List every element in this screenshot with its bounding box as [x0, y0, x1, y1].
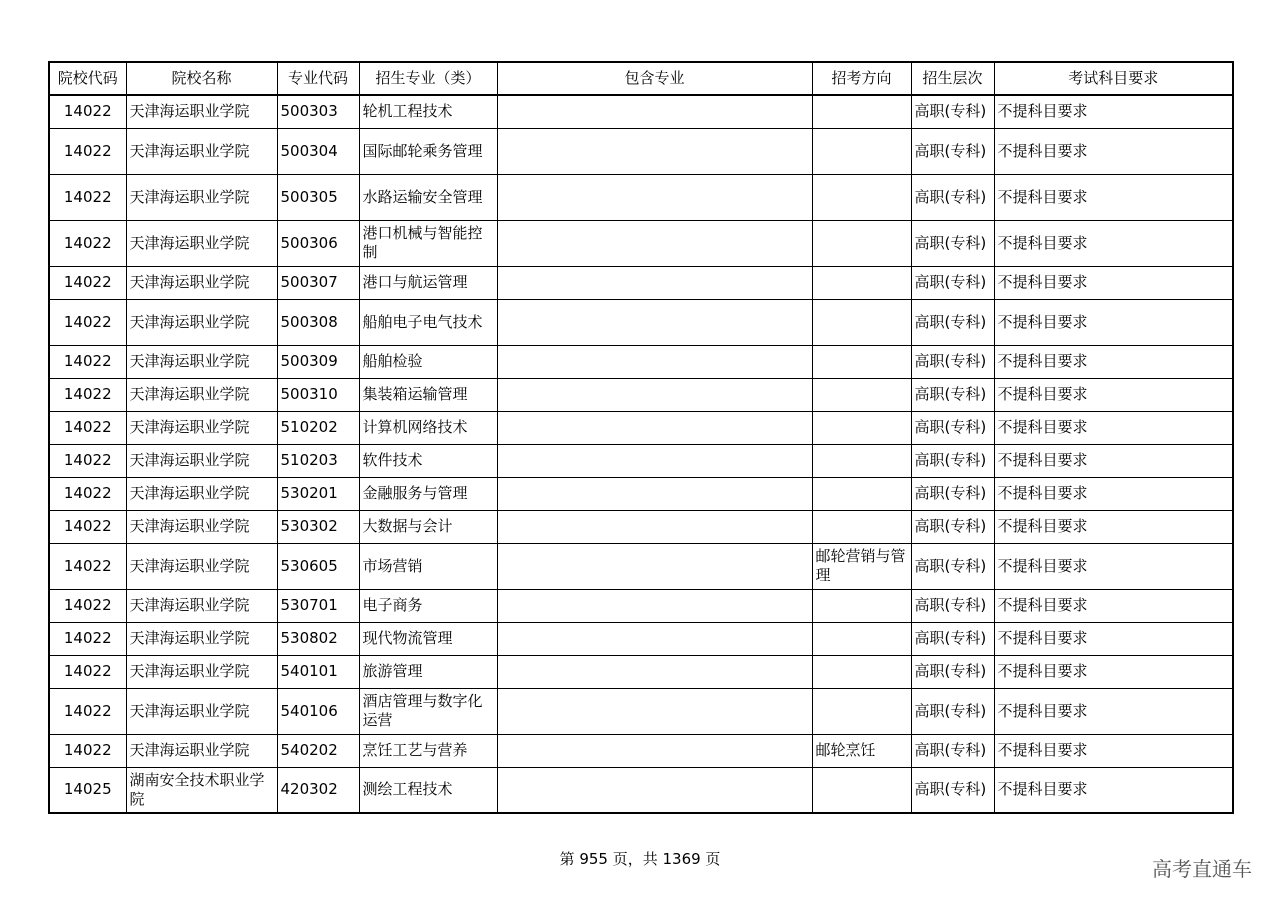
table-row: [49, 128, 1233, 174]
included-majors-cell: [497, 174, 812, 220]
direction-cell: [812, 510, 911, 543]
school-code-cell: 14022: [49, 444, 126, 477]
school-name-cell: 天津海运职业学院: [126, 299, 277, 345]
major-code-cell: 530302: [277, 510, 359, 543]
table-row: [49, 622, 1233, 655]
major-cell: 市场营销: [359, 543, 497, 589]
school-name-cell: 天津海运职业学院: [126, 345, 277, 378]
direction-cell: [812, 688, 911, 734]
table-row: [49, 444, 1233, 477]
subject-requirement-cell: 不提科目要求: [994, 688, 1233, 734]
included-majors-cell: [497, 734, 812, 767]
major-cell: 金融服务与管理: [359, 477, 497, 510]
major-code-cell: 500306: [277, 220, 359, 266]
level-cell: 高职(专科): [911, 622, 994, 655]
header-major-code: 专业代码: [277, 62, 359, 95]
page-footer: 第 955 页，共 1369 页: [559, 850, 721, 868]
major-code-cell: 500309: [277, 345, 359, 378]
school-name-cell: 天津海运职业学院: [126, 477, 277, 510]
major-code-cell: 510203: [277, 444, 359, 477]
direction-cell: 邮轮营销与管理: [812, 543, 911, 589]
major-code-cell: 540202: [277, 734, 359, 767]
school-name-cell: 天津海运职业学院: [126, 589, 277, 622]
level-cell: 高职(专科): [911, 543, 994, 589]
level-cell: 高职(专科): [911, 444, 994, 477]
included-majors-cell: [497, 378, 812, 411]
major-code-cell: 540106: [277, 688, 359, 734]
table-row: [49, 299, 1233, 345]
direction-cell: [812, 477, 911, 510]
table-row: [49, 767, 1233, 813]
header-subject-requirement: 考试科目要求: [994, 62, 1233, 95]
school-code-cell: 14022: [49, 688, 126, 734]
direction-cell: [812, 220, 911, 266]
major-code-cell: 500310: [277, 378, 359, 411]
included-majors-cell: [497, 345, 812, 378]
table-row: [49, 543, 1233, 589]
major-code-cell: 500305: [277, 174, 359, 220]
subject-requirement-cell: 不提科目要求: [994, 220, 1233, 266]
major-code-cell: 530201: [277, 477, 359, 510]
header-major: 招生专业（类）: [359, 62, 497, 95]
table-row: [49, 345, 1233, 378]
subject-requirement-cell: 不提科目要求: [994, 477, 1233, 510]
subject-requirement-cell: 不提科目要求: [994, 266, 1233, 299]
major-cell: 水路运输安全管理: [359, 174, 497, 220]
direction-cell: [812, 345, 911, 378]
included-majors-cell: [497, 589, 812, 622]
school-code-cell: 14022: [49, 655, 126, 688]
level-cell: 高职(专科): [911, 767, 994, 813]
table-row: [49, 734, 1233, 767]
school-code-cell: 14022: [49, 95, 126, 128]
level-cell: 高职(专科): [911, 378, 994, 411]
subject-requirement-cell: 不提科目要求: [994, 299, 1233, 345]
included-majors-cell: [497, 510, 812, 543]
level-cell: 高职(专科): [911, 220, 994, 266]
direction-cell: [812, 266, 911, 299]
level-cell: 高职(专科): [911, 299, 994, 345]
major-cell: 现代物流管理: [359, 622, 497, 655]
school-name-cell: 天津海运职业学院: [126, 174, 277, 220]
school-code-cell: 14022: [49, 345, 126, 378]
subject-requirement-cell: 不提科目要求: [994, 128, 1233, 174]
level-cell: 高职(专科): [911, 688, 994, 734]
header-level: 招生层次: [911, 62, 994, 95]
major-code-cell: 530802: [277, 622, 359, 655]
level-cell: 高职(专科): [911, 345, 994, 378]
subject-requirement-cell: 不提科目要求: [994, 655, 1233, 688]
major-cell: 旅游管理: [359, 655, 497, 688]
school-code-cell: 14022: [49, 266, 126, 299]
direction-cell: [812, 767, 911, 813]
school-code-cell: 14022: [49, 477, 126, 510]
major-code-cell: 510202: [277, 411, 359, 444]
level-cell: 高职(专科): [911, 655, 994, 688]
direction-cell: [812, 589, 911, 622]
header-school-code: 院校代码: [49, 62, 126, 95]
subject-requirement-cell: 不提科目要求: [994, 622, 1233, 655]
table-row: [49, 411, 1233, 444]
level-cell: 高职(专科): [911, 174, 994, 220]
subject-requirement-cell: 不提科目要求: [994, 174, 1233, 220]
school-name-cell: 湖南安全技术职业学院: [126, 767, 277, 813]
included-majors-cell: [497, 543, 812, 589]
major-code-cell: 500308: [277, 299, 359, 345]
school-code-cell: 14022: [49, 510, 126, 543]
school-code-cell: 14022: [49, 378, 126, 411]
included-majors-cell: [497, 128, 812, 174]
school-name-cell: 天津海运职业学院: [126, 128, 277, 174]
major-cell: 计算机网络技术: [359, 411, 497, 444]
subject-requirement-cell: 不提科目要求: [994, 411, 1233, 444]
direction-cell: [812, 299, 911, 345]
school-code-cell: 14025: [49, 767, 126, 813]
major-code-cell: 500307: [277, 266, 359, 299]
table-row: [49, 266, 1233, 299]
school-name-cell: 天津海运职业学院: [126, 95, 277, 128]
school-name-cell: 天津海运职业学院: [126, 444, 277, 477]
subject-requirement-cell: 不提科目要求: [994, 95, 1233, 128]
major-cell: 轮机工程技术: [359, 95, 497, 128]
subject-requirement-cell: 不提科目要求: [994, 543, 1233, 589]
level-cell: 高职(专科): [911, 510, 994, 543]
major-cell: 大数据与会计: [359, 510, 497, 543]
table-row: [49, 174, 1233, 220]
header-row: [49, 62, 1233, 95]
included-majors-cell: [497, 266, 812, 299]
header-included-majors: 包含专业: [497, 62, 812, 95]
school-code-cell: 14022: [49, 174, 126, 220]
subject-requirement-cell: 不提科目要求: [994, 444, 1233, 477]
included-majors-cell: [497, 477, 812, 510]
header-direction: 招考方向: [812, 62, 911, 95]
direction-cell: [812, 378, 911, 411]
major-cell: 软件技术: [359, 444, 497, 477]
included-majors-cell: [497, 444, 812, 477]
major-cell: 船舶检验: [359, 345, 497, 378]
major-code-cell: 530701: [277, 589, 359, 622]
major-cell: 集装箱运输管理: [359, 378, 497, 411]
table-row: [49, 510, 1233, 543]
school-name-cell: 天津海运职业学院: [126, 688, 277, 734]
major-code-cell: 530605: [277, 543, 359, 589]
direction-cell: 邮轮烹饪: [812, 734, 911, 767]
included-majors-cell: [497, 622, 812, 655]
included-majors-cell: [497, 95, 812, 128]
direction-cell: [812, 655, 911, 688]
major-cell: 港口与航运管理: [359, 266, 497, 299]
major-cell: 港口机械与智能控制: [359, 220, 497, 266]
table-row: [49, 95, 1233, 128]
school-name-cell: 天津海运职业学院: [126, 543, 277, 589]
level-cell: 高职(专科): [911, 95, 994, 128]
school-name-cell: 天津海运职业学院: [126, 622, 277, 655]
included-majors-cell: [497, 688, 812, 734]
major-code-cell: 420302: [277, 767, 359, 813]
level-cell: 高职(专科): [911, 589, 994, 622]
school-code-cell: 14022: [49, 734, 126, 767]
level-cell: 高职(专科): [911, 734, 994, 767]
table-row: [49, 477, 1233, 510]
major-code-cell: 540101: [277, 655, 359, 688]
subject-requirement-cell: 不提科目要求: [994, 345, 1233, 378]
direction-cell: [812, 128, 911, 174]
school-code-cell: 14022: [49, 622, 126, 655]
direction-cell: [812, 174, 911, 220]
table-body: [49, 95, 1233, 813]
table-header: [49, 62, 1233, 95]
table-row: [49, 688, 1233, 734]
table-row: [49, 589, 1233, 622]
subject-requirement-cell: 不提科目要求: [994, 734, 1233, 767]
level-cell: 高职(专科): [911, 266, 994, 299]
major-cell: 测绘工程技术: [359, 767, 497, 813]
level-cell: 高职(专科): [911, 411, 994, 444]
table-row: [49, 220, 1233, 266]
school-code-cell: 14022: [49, 411, 126, 444]
enrollment-table: [48, 61, 1234, 814]
subject-requirement-cell: 不提科目要求: [994, 767, 1233, 813]
school-code-cell: 14022: [49, 128, 126, 174]
included-majors-cell: [497, 411, 812, 444]
school-name-cell: 天津海运职业学院: [126, 655, 277, 688]
direction-cell: [812, 444, 911, 477]
table-row: [49, 378, 1233, 411]
included-majors-cell: [497, 220, 812, 266]
watermark: 高考直通车: [1152, 857, 1252, 881]
subject-requirement-cell: 不提科目要求: [994, 589, 1233, 622]
direction-cell: [812, 411, 911, 444]
header-school-name: 院校名称: [126, 62, 277, 95]
school-code-cell: 14022: [49, 543, 126, 589]
included-majors-cell: [497, 767, 812, 813]
school-name-cell: 天津海运职业学院: [126, 266, 277, 299]
included-majors-cell: [497, 655, 812, 688]
school-name-cell: 天津海运职业学院: [126, 510, 277, 543]
major-code-cell: 500304: [277, 128, 359, 174]
direction-cell: [812, 622, 911, 655]
included-majors-cell: [497, 299, 812, 345]
level-cell: 高职(专科): [911, 477, 994, 510]
school-name-cell: 天津海运职业学院: [126, 411, 277, 444]
major-cell: 烹饪工艺与营养: [359, 734, 497, 767]
school-name-cell: 天津海运职业学院: [126, 734, 277, 767]
direction-cell: [812, 95, 911, 128]
major-cell: 国际邮轮乘务管理: [359, 128, 497, 174]
table-row: [49, 655, 1233, 688]
subject-requirement-cell: 不提科目要求: [994, 378, 1233, 411]
school-code-cell: 14022: [49, 220, 126, 266]
major-cell: 酒店管理与数字化运营: [359, 688, 497, 734]
major-code-cell: 500303: [277, 95, 359, 128]
school-name-cell: 天津海运职业学院: [126, 378, 277, 411]
school-name-cell: 天津海运职业学院: [126, 220, 277, 266]
major-cell: 船舶电子电气技术: [359, 299, 497, 345]
major-cell: 电子商务: [359, 589, 497, 622]
school-code-cell: 14022: [49, 589, 126, 622]
level-cell: 高职(专科): [911, 128, 994, 174]
school-code-cell: 14022: [49, 299, 126, 345]
subject-requirement-cell: 不提科目要求: [994, 510, 1233, 543]
